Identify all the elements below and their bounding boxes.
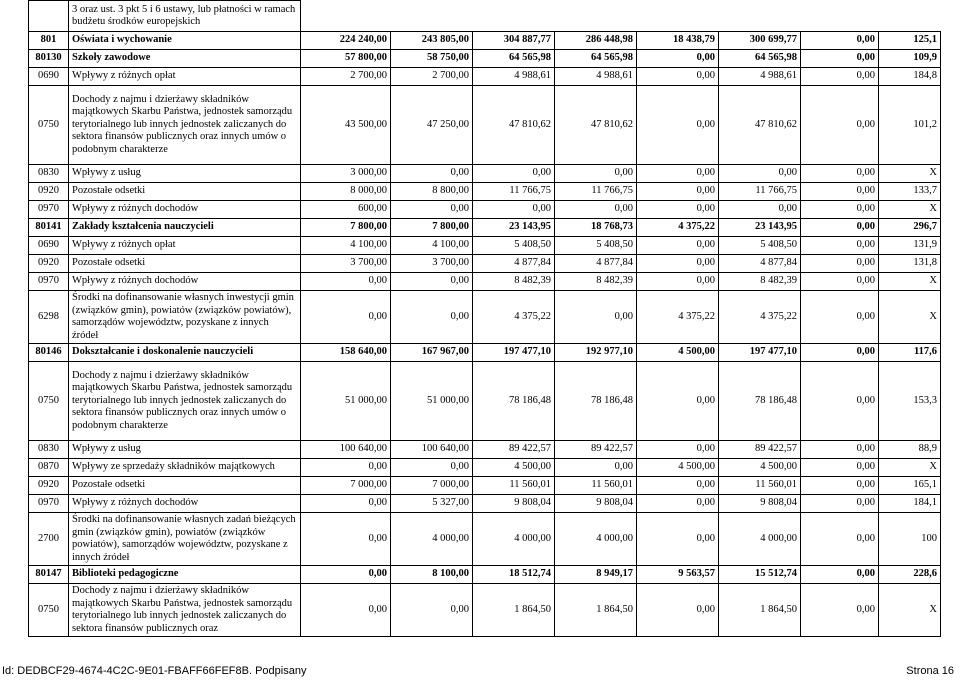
table-row [29, 255, 941, 273]
row-percent: 153,3 [879, 362, 941, 441]
row-value-v3: 1 864,50 [473, 584, 555, 637]
row-percent: 131,8 [879, 255, 941, 273]
row-value-v7: 0,00 [801, 291, 879, 344]
row-value-v3: 89 422,57 [473, 441, 555, 459]
row-code: 0920 [29, 477, 69, 495]
row-value-v2: 7 800,00 [391, 219, 473, 237]
row-value-v4: 5 408,50 [555, 237, 637, 255]
row-value-v1: 600,00 [301, 201, 391, 219]
document-id: Id: DEDBCF29-4674-4C2C-9E01-FBAFF66FEF8B. Podpisany [2, 665, 307, 677]
row-code: 0830 [29, 165, 69, 183]
row-value-v7: 0,00 [801, 219, 879, 237]
table-row [29, 362, 941, 441]
row-code: 80141 [29, 219, 69, 237]
row-value-v6: 4 877,84 [719, 255, 801, 273]
row-value-v4: 192 977,10 [555, 344, 637, 362]
row-value-v3: 197 477,10 [473, 344, 555, 362]
row-value-v6: 4 375,22 [719, 291, 801, 344]
row-percent: 296,7 [879, 219, 941, 237]
row-value-v6: 15 512,74 [719, 566, 801, 584]
row-value-v3: 4 375,22 [473, 291, 555, 344]
row-value-v3: 8 482,39 [473, 273, 555, 291]
table-row [29, 459, 941, 477]
row-value-v1: 57 800,00 [301, 50, 391, 68]
row-value-v7: 0,00 [801, 201, 879, 219]
table-row [29, 495, 941, 513]
row-description: Wpływy z różnych opłat [69, 237, 301, 255]
row-value-v2: 47 250,00 [391, 86, 473, 165]
row-value-v1: 0,00 [301, 291, 391, 344]
row-value-v7: 0,00 [801, 255, 879, 273]
row-value-v4: 64 565,98 [555, 50, 637, 68]
row-code: 0970 [29, 495, 69, 513]
row-value-v7: 0,00 [801, 584, 879, 637]
table-row [29, 584, 941, 637]
row-value-v2: 3 700,00 [391, 255, 473, 273]
table-row [29, 237, 941, 255]
row-value-v7: 0,00 [801, 344, 879, 362]
row-description: Pozostałe odsetki [69, 255, 301, 273]
row-value-v2: 0,00 [391, 584, 473, 637]
row-description: Wpływy z różnych dochodów [69, 201, 301, 219]
row-value-v6: 4 988,61 [719, 68, 801, 86]
row-value-v4: 11 560,01 [555, 477, 637, 495]
table-row [29, 50, 941, 68]
row-value-v7: 0,00 [801, 183, 879, 201]
row-description: Dokształcanie i doskonalenie nauczycieli [69, 344, 301, 362]
table-row [29, 201, 941, 219]
row-value-v2: 0,00 [391, 291, 473, 344]
row-value-v7: 0,00 [801, 68, 879, 86]
table-row [29, 477, 941, 495]
table-row [29, 165, 941, 183]
row-value-v5: 0,00 [637, 255, 719, 273]
row-percent: 109,9 [879, 50, 941, 68]
row-description: Pozostałe odsetki [69, 183, 301, 201]
row-value-v1: 0,00 [301, 584, 391, 637]
row-value-v1: 0,00 [301, 459, 391, 477]
row-value-v1: 3 000,00 [301, 165, 391, 183]
row-value-v2: 5 327,00 [391, 495, 473, 513]
row-value-v4: 11 766,75 [555, 183, 637, 201]
row-value-v1: 3 700,00 [301, 255, 391, 273]
row-code: 801 [29, 32, 69, 50]
row-value-v5: 4 375,22 [637, 291, 719, 344]
row-value-v2: 100 640,00 [391, 441, 473, 459]
row-code: 0970 [29, 273, 69, 291]
row-code: 0920 [29, 183, 69, 201]
row-percent: 131,9 [879, 237, 941, 255]
row-value-v5: 0,00 [637, 513, 719, 566]
row-value-v2: 7 000,00 [391, 477, 473, 495]
row-value-v4: 18 768,73 [555, 219, 637, 237]
table-row [29, 86, 941, 165]
row-value-v5: 0,00 [637, 86, 719, 165]
header-code-cell [29, 1, 69, 32]
row-value-v6: 23 143,95 [719, 219, 801, 237]
row-value-v5: 0,00 [637, 165, 719, 183]
row-value-v6: 300 699,77 [719, 32, 801, 50]
row-value-v1: 8 000,00 [301, 183, 391, 201]
row-value-v2: 0,00 [391, 273, 473, 291]
row-value-v5: 0,00 [637, 50, 719, 68]
row-value-v7: 0,00 [801, 495, 879, 513]
row-value-v5: 0,00 [637, 273, 719, 291]
table-row [29, 273, 941, 291]
row-value-v4: 0,00 [555, 201, 637, 219]
row-value-v6: 64 565,98 [719, 50, 801, 68]
row-value-v2: 51 000,00 [391, 362, 473, 441]
row-percent: 165,1 [879, 477, 941, 495]
row-value-v6: 4 000,00 [719, 513, 801, 566]
row-description: Dochody z najmu i dzierżawy składników majątkowych Skarbu Państwa, jednostek samorządu terytorialnego lub innych jednostek zaliczanych do sektora finansów publicznych oraz [69, 584, 301, 637]
row-value-v1: 100 640,00 [301, 441, 391, 459]
row-description: Zakłady kształcenia nauczycieli [69, 219, 301, 237]
row-value-v4: 1 864,50 [555, 584, 637, 637]
row-value-v4: 4 988,61 [555, 68, 637, 86]
row-value-v3: 4 500,00 [473, 459, 555, 477]
row-percent: 133,7 [879, 183, 941, 201]
row-value-v2: 0,00 [391, 165, 473, 183]
row-percent: 100 [879, 513, 941, 566]
row-code: 80147 [29, 566, 69, 584]
row-value-v3: 78 186,48 [473, 362, 555, 441]
row-percent: X [879, 273, 941, 291]
row-value-v7: 0,00 [801, 32, 879, 50]
row-value-v7: 0,00 [801, 513, 879, 566]
row-code: 0970 [29, 201, 69, 219]
row-value-v5: 0,00 [637, 362, 719, 441]
row-value-v6: 4 500,00 [719, 459, 801, 477]
row-value-v4: 89 422,57 [555, 441, 637, 459]
row-value-v5: 0,00 [637, 441, 719, 459]
row-value-v1: 0,00 [301, 566, 391, 584]
row-value-v5: 0,00 [637, 584, 719, 637]
row-percent: 88,9 [879, 441, 941, 459]
row-value-v1: 51 000,00 [301, 362, 391, 441]
table-row [29, 32, 941, 50]
row-value-v6: 11 560,01 [719, 477, 801, 495]
row-value-v7: 0,00 [801, 566, 879, 584]
row-value-v6: 78 186,48 [719, 362, 801, 441]
row-value-v3: 64 565,98 [473, 50, 555, 68]
row-code: 6298 [29, 291, 69, 344]
row-value-v2: 4 100,00 [391, 237, 473, 255]
row-code: 0750 [29, 86, 69, 165]
table-row [29, 513, 941, 566]
row-value-v5: 4 500,00 [637, 459, 719, 477]
row-value-v5: 0,00 [637, 68, 719, 86]
row-value-v3: 4 000,00 [473, 513, 555, 566]
row-value-v2: 167 967,00 [391, 344, 473, 362]
row-value-v4: 9 808,04 [555, 495, 637, 513]
header-empty-cell [301, 1, 941, 32]
row-value-v2: 0,00 [391, 201, 473, 219]
row-value-v7: 0,00 [801, 273, 879, 291]
row-value-v1: 0,00 [301, 273, 391, 291]
row-code: 0750 [29, 584, 69, 637]
row-value-v1: 43 500,00 [301, 86, 391, 165]
header-row [29, 1, 941, 32]
row-description: Oświata i wychowanie [69, 32, 301, 50]
row-description: Wpływy z usług [69, 441, 301, 459]
row-value-v1: 158 640,00 [301, 344, 391, 362]
row-percent: 228,6 [879, 566, 941, 584]
row-description: Wpływy z różnych dochodów [69, 495, 301, 513]
row-value-v4: 0,00 [555, 291, 637, 344]
row-description: Wpływy z różnych dochodów [69, 273, 301, 291]
row-value-v3: 0,00 [473, 165, 555, 183]
row-value-v5: 4 500,00 [637, 344, 719, 362]
row-percent: X [879, 291, 941, 344]
row-value-v6: 11 766,75 [719, 183, 801, 201]
budget-table [28, 0, 941, 637]
row-value-v3: 4 877,84 [473, 255, 555, 273]
row-value-v2: 8 800,00 [391, 183, 473, 201]
row-percent: 184,1 [879, 495, 941, 513]
row-value-v5: 0,00 [637, 495, 719, 513]
row-value-v1: 0,00 [301, 513, 391, 566]
row-value-v3: 304 887,77 [473, 32, 555, 50]
row-value-v6: 5 408,50 [719, 237, 801, 255]
row-description: Biblioteki pedagogiczne [69, 566, 301, 584]
row-code: 0870 [29, 459, 69, 477]
row-value-v3: 4 988,61 [473, 68, 555, 86]
row-percent: X [879, 459, 941, 477]
row-code: 0750 [29, 362, 69, 441]
row-description: Wpływy z usług [69, 165, 301, 183]
row-value-v7: 0,00 [801, 237, 879, 255]
row-description: Dochody z najmu i dzierżawy składników majątkowych Skarbu Państwa, jednostek samorządu terytorialnego lub innych jednostek zaliczanych do sektora finansów publicznych oraz innych umów o podobnym charakterze [69, 86, 301, 165]
row-value-v7: 0,00 [801, 86, 879, 165]
row-percent: X [879, 165, 941, 183]
row-value-v5: 0,00 [637, 237, 719, 255]
row-code: 0920 [29, 255, 69, 273]
row-value-v3: 11 560,01 [473, 477, 555, 495]
row-value-v4: 78 186,48 [555, 362, 637, 441]
row-value-v1: 7 800,00 [301, 219, 391, 237]
row-value-v2: 0,00 [391, 459, 473, 477]
row-value-v6: 89 422,57 [719, 441, 801, 459]
row-percent: 101,2 [879, 86, 941, 165]
row-value-v7: 0,00 [801, 459, 879, 477]
row-description: Pozostałe odsetki [69, 477, 301, 495]
row-value-v3: 11 766,75 [473, 183, 555, 201]
row-description: Środki na dofinansowanie własnych inwestycji gmin (związków gmin), powiatów (związków powiatów), samorządów województw, pozyskane z innych źródeł [69, 291, 301, 344]
row-value-v4: 8 482,39 [555, 273, 637, 291]
row-description: Wpływy ze sprzedaży składników majątkowych [69, 459, 301, 477]
table-row [29, 344, 941, 362]
row-value-v3: 5 408,50 [473, 237, 555, 255]
row-value-v3: 0,00 [473, 201, 555, 219]
row-value-v3: 23 143,95 [473, 219, 555, 237]
row-value-v4: 0,00 [555, 165, 637, 183]
row-value-v5: 9 563,57 [637, 566, 719, 584]
row-description: Szkoły zawodowe [69, 50, 301, 68]
row-value-v1: 4 100,00 [301, 237, 391, 255]
table-row [29, 219, 941, 237]
row-value-v2: 8 100,00 [391, 566, 473, 584]
row-value-v4: 0,00 [555, 459, 637, 477]
row-value-v5: 0,00 [637, 477, 719, 495]
row-description: Środki na dofinansowanie własnych zadań bieżących gmin (związków gmin), powiatów (związków powiatów), samorządów województw, pozyskane z innych źródeł [69, 513, 301, 566]
row-value-v5: 0,00 [637, 183, 719, 201]
row-value-v3: 47 810,62 [473, 86, 555, 165]
row-value-v7: 0,00 [801, 50, 879, 68]
row-value-v5: 0,00 [637, 201, 719, 219]
row-value-v4: 4 877,84 [555, 255, 637, 273]
table-row [29, 291, 941, 344]
row-value-v6: 1 864,50 [719, 584, 801, 637]
row-value-v3: 18 512,74 [473, 566, 555, 584]
row-code: 0830 [29, 441, 69, 459]
row-value-v2: 58 750,00 [391, 50, 473, 68]
row-value-v4: 47 810,62 [555, 86, 637, 165]
row-value-v2: 4 000,00 [391, 513, 473, 566]
row-value-v2: 243 805,00 [391, 32, 473, 50]
row-value-v7: 0,00 [801, 441, 879, 459]
page-footer [0, 663, 960, 680]
row-value-v1: 0,00 [301, 495, 391, 513]
row-code: 2700 [29, 513, 69, 566]
row-value-v5: 18 438,79 [637, 32, 719, 50]
row-value-v7: 0,00 [801, 477, 879, 495]
row-value-v1: 7 000,00 [301, 477, 391, 495]
row-value-v3: 9 808,04 [473, 495, 555, 513]
row-value-v4: 286 448,98 [555, 32, 637, 50]
row-value-v4: 4 000,00 [555, 513, 637, 566]
page-number: Strona 16 [906, 665, 954, 677]
row-description: Wpływy z różnych opłat [69, 68, 301, 86]
row-value-v4: 8 949,17 [555, 566, 637, 584]
row-value-v6: 9 808,04 [719, 495, 801, 513]
table-row [29, 183, 941, 201]
row-value-v7: 0,00 [801, 165, 879, 183]
row-value-v2: 2 700,00 [391, 68, 473, 86]
row-value-v1: 2 700,00 [301, 68, 391, 86]
table-row [29, 566, 941, 584]
row-code: 80146 [29, 344, 69, 362]
row-code: 80130 [29, 50, 69, 68]
row-value-v7: 0,00 [801, 362, 879, 441]
row-percent: 184,8 [879, 68, 941, 86]
row-code: 0690 [29, 237, 69, 255]
row-percent: X [879, 201, 941, 219]
row-code: 0690 [29, 68, 69, 86]
header-text: 3 oraz ust. 3 pkt 5 i 6 ustawy, lub płatności w ramach budżetu środków europejskich [69, 1, 301, 32]
row-value-v5: 4 375,22 [637, 219, 719, 237]
table-row [29, 441, 941, 459]
row-percent: 125,1 [879, 32, 941, 50]
row-value-v6: 47 810,62 [719, 86, 801, 165]
row-value-v6: 0,00 [719, 165, 801, 183]
row-value-v1: 224 240,00 [301, 32, 391, 50]
row-value-v6: 8 482,39 [719, 273, 801, 291]
row-value-v6: 0,00 [719, 201, 801, 219]
row-percent: X [879, 584, 941, 637]
row-value-v6: 197 477,10 [719, 344, 801, 362]
table-row [29, 68, 941, 86]
row-percent: 117,6 [879, 344, 941, 362]
row-description: Dochody z najmu i dzierżawy składników majątkowych Skarbu Państwa, jednostek samorządu terytorialnego lub innych jednostek zaliczanych do sektora finansów publicznych oraz innych umów o podobnym charakterze [69, 362, 301, 441]
